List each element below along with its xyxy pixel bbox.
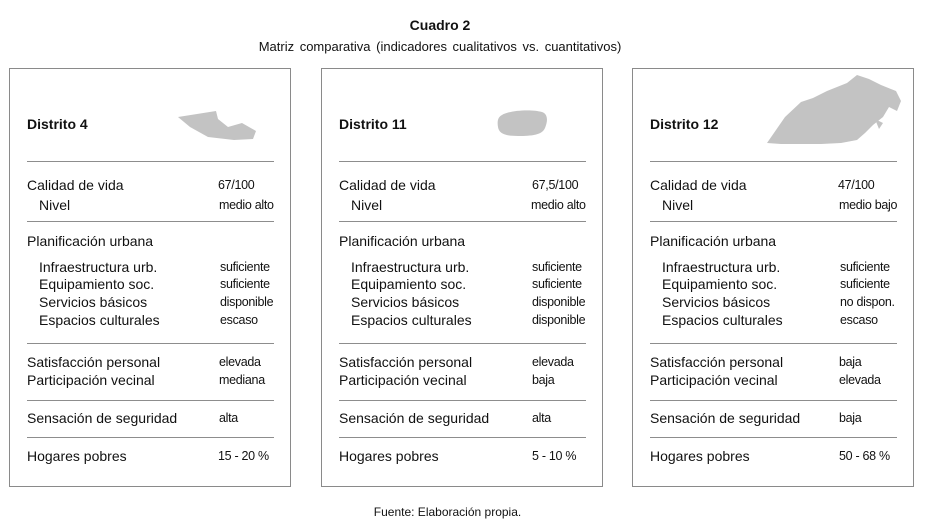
label-nivel: Nivel <box>662 197 694 213</box>
value-servicios: disponible <box>532 295 586 309</box>
value-infraestructura: suficiente <box>220 260 270 274</box>
label-infraestructura: Infraestructura urb. <box>39 259 158 275</box>
divider <box>650 161 897 162</box>
table-subtitle: Matriz comparativa (indicadores cualitativos vs. cuantitativos) <box>258 39 622 54</box>
label-planificacion: Planificación urbana <box>27 233 154 249</box>
label-satisfaccion: Satisfacción personal <box>339 354 473 370</box>
divider <box>27 221 274 222</box>
label-espacios: Espacios culturales <box>39 312 160 328</box>
divider <box>27 437 274 438</box>
label-servicios: Servicios básicos <box>662 294 771 310</box>
divider <box>650 437 897 438</box>
value-participacion: mediana <box>219 373 265 387</box>
label-infraestructura: Infraestructura urb. <box>662 259 781 275</box>
label-hogares: Hogares pobres <box>650 448 750 464</box>
divider <box>339 161 586 162</box>
value-satisfaccion: baja <box>839 355 862 369</box>
label-satisfaccion: Satisfacción personal <box>650 354 784 370</box>
value-seguridad: alta <box>532 411 551 425</box>
value-seguridad: alta <box>219 411 238 425</box>
value-hogares: 5 - 10 % <box>532 449 577 463</box>
label-calidad: Calidad de vida <box>27 177 124 193</box>
label-servicios: Servicios básicos <box>39 294 148 310</box>
value-satisfaccion: elevada <box>532 355 574 369</box>
value-nivel: medio bajo <box>839 198 898 212</box>
label-calidad: Calidad de vida <box>650 177 747 193</box>
label-equipamiento: Equipamiento soc. <box>662 276 778 292</box>
value-espacios: escaso <box>220 313 258 327</box>
label-seguridad: Sensación de seguridad <box>339 410 490 426</box>
divider <box>339 400 586 401</box>
value-equipamiento: suficiente <box>840 277 890 291</box>
label-espacios: Espacios culturales <box>662 312 783 328</box>
label-equipamiento: Equipamiento soc. <box>351 276 467 292</box>
label-infraestructura: Infraestructura urb. <box>351 259 470 275</box>
divider <box>650 343 897 344</box>
label-nivel: Nivel <box>351 197 383 213</box>
district-name: Distrito 4 <box>27 116 88 132</box>
label-satisfaccion: Satisfacción personal <box>27 354 161 370</box>
label-equipamiento: Equipamiento soc. <box>39 276 155 292</box>
district-name: Distrito 11 <box>339 116 407 132</box>
district-12-map-shape <box>761 71 909 147</box>
divider <box>339 437 586 438</box>
label-servicios: Servicios básicos <box>351 294 460 310</box>
district-11-map-shape <box>492 107 552 143</box>
label-calidad: Calidad de vida <box>339 177 436 193</box>
value-infraestructura: suficiente <box>532 260 582 274</box>
value-equipamiento: suficiente <box>220 277 270 291</box>
value-calidad: 67,5/100 <box>532 178 579 192</box>
label-espacios: Espacios culturales <box>351 312 472 328</box>
value-equipamiento: suficiente <box>532 277 582 291</box>
label-planificacion: Planificación urbana <box>339 233 466 249</box>
value-nivel: medio alto <box>219 198 274 212</box>
value-hogares: 50 - 68 % <box>839 449 890 463</box>
value-calidad: 67/100 <box>218 178 255 192</box>
value-espacios: escaso <box>840 313 878 327</box>
district-card-11 <box>321 68 603 487</box>
label-hogares: Hogares pobres <box>27 448 127 464</box>
label-participacion: Participación vecinal <box>339 372 467 388</box>
value-hogares: 15 - 20 % <box>218 449 269 463</box>
label-participacion: Participación vecinal <box>650 372 778 388</box>
divider <box>650 221 897 222</box>
value-participacion: elevada <box>839 373 881 387</box>
value-infraestructura: suficiente <box>840 260 890 274</box>
district-card-4 <box>9 68 291 487</box>
table-title: Cuadro 2 <box>409 17 471 33</box>
value-calidad: 47/100 <box>838 178 875 192</box>
label-participacion: Participación vecinal <box>27 372 155 388</box>
label-seguridad: Sensación de seguridad <box>27 410 178 426</box>
divider <box>339 221 586 222</box>
district-card-12 <box>632 68 914 487</box>
label-planificacion: Planificación urbana <box>650 233 777 249</box>
value-seguridad: baja <box>839 411 862 425</box>
district-name: Distrito 12 <box>650 116 719 132</box>
value-participacion: baja <box>532 373 555 387</box>
value-nivel: medio alto <box>531 198 586 212</box>
divider <box>27 343 274 344</box>
divider <box>650 400 897 401</box>
divider <box>27 400 274 401</box>
label-nivel: Nivel <box>39 197 71 213</box>
value-servicios: no dispon. <box>840 295 895 309</box>
divider <box>339 343 586 344</box>
source-note: Fuente: Elaboración propia. <box>373 505 522 519</box>
value-servicios: disponible <box>220 295 274 309</box>
label-hogares: Hogares pobres <box>339 448 439 464</box>
value-satisfaccion: elevada <box>219 355 261 369</box>
district-4-map-shape <box>172 107 262 143</box>
value-espacios: disponible <box>532 313 586 327</box>
divider <box>27 161 274 162</box>
label-seguridad: Sensación de seguridad <box>650 410 801 426</box>
